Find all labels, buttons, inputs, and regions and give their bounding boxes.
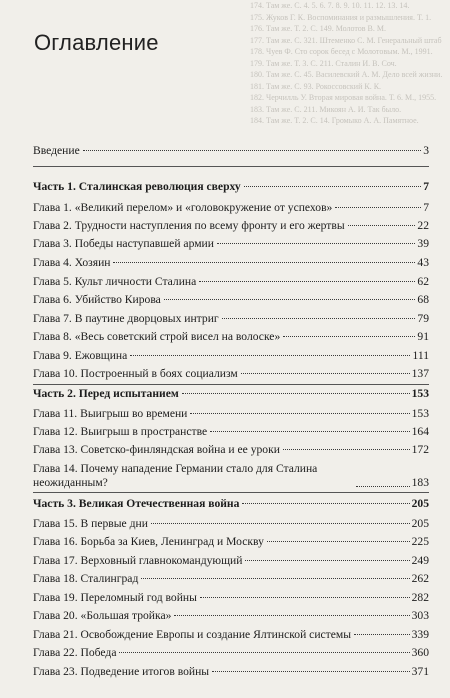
toc-entry-introduction[interactable]: [33, 144, 429, 158]
toc-entry-chapter-16[interactable]: [33, 535, 429, 549]
toc-entry-page: 205: [411, 497, 429, 510]
toc-entry-label: Глава 2. Трудности наступления по всему фронту и его жертвы: [33, 219, 345, 232]
toc-entry-page: 22: [417, 219, 429, 232]
toc-entry-page: 371: [411, 665, 429, 678]
dot-leader: [210, 431, 409, 432]
toc-entry-chapter-22[interactable]: [33, 646, 429, 660]
dot-leader: [283, 336, 415, 337]
toc-entry-part-1[interactable]: [33, 180, 429, 194]
toc-entry-label: Глава 4. Хозяин: [33, 256, 111, 269]
toc-entry-chapter-2[interactable]: [33, 219, 429, 233]
dot-leader: [267, 541, 410, 542]
toc-entry-label: Часть 2. Перед испытанием: [33, 387, 179, 400]
toc-entry-label: Глава 15. В первые дни: [33, 517, 148, 530]
toc-entry-label: Глава 13. Советско-финляндская война и ее уроки: [33, 443, 280, 456]
toc-entry-page: 153: [411, 387, 429, 400]
section-divider: [33, 384, 429, 385]
toc-entry-label: Глава 11. Выигрыш во времени: [33, 407, 188, 420]
dot-leader: [200, 597, 410, 598]
toc-entry-label: Глава 12. Выигрыш в пространстве: [33, 425, 208, 438]
toc-entry-page: 360: [411, 646, 429, 659]
dot-leader: [245, 560, 409, 561]
toc-entry-label: Глава 1. «Великий перелом» и «головокружение от успехов»: [33, 201, 333, 214]
toc-entry-page: 91: [417, 330, 429, 343]
toc-entry-label: Глава 17. Верховный главнокомандующий: [33, 554, 243, 567]
toc-entry-label: Глава 16. Борьба за Киев, Ленинград и Москву: [33, 535, 264, 548]
dot-leader: [212, 671, 410, 672]
dot-leader: [242, 503, 409, 504]
toc-entry-label: Глава 5. Культ личности Сталина: [33, 275, 197, 288]
dot-leader: [113, 262, 415, 263]
toc-entry-label: Часть 1. Сталинская революция сверху: [33, 180, 241, 193]
toc-entry-page: 183: [411, 476, 429, 489]
toc-entry-page: 7: [423, 201, 429, 214]
dot-leader: [354, 634, 410, 635]
toc-entry-page: 3: [423, 144, 429, 157]
dot-leader: [141, 578, 409, 579]
dot-leader: [190, 413, 409, 414]
toc-entry-chapter-12[interactable]: [33, 425, 429, 439]
toc-entry-label: Введение: [33, 144, 80, 157]
toc-entry-page: 39: [417, 237, 429, 250]
toc-entry-chapter-9[interactable]: [33, 349, 429, 363]
dot-leader: [199, 281, 415, 282]
dot-leader: [241, 373, 410, 374]
toc-entry-page: 111: [412, 349, 429, 362]
toc-entry-page: 68: [417, 293, 429, 306]
toc-entry-chapter-14[interactable]: [33, 462, 429, 490]
toc-entry-part-2[interactable]: [33, 387, 429, 401]
toc-entry-label: Глава 18. Сталинград: [33, 572, 139, 585]
dot-leader: [244, 186, 422, 187]
page-title: Оглавление: [34, 30, 159, 55]
dot-leader: [151, 523, 410, 524]
toc-entry-chapter-6[interactable]: [33, 293, 429, 307]
toc-entry-label: Часть 3. Великая Отечественная война: [33, 497, 240, 510]
toc-entry-page: 303: [411, 609, 429, 622]
toc-entry-chapter-17[interactable]: [33, 554, 429, 568]
dot-leader: [222, 318, 416, 319]
toc-entry-page: 62: [417, 275, 429, 288]
section-divider: [33, 492, 429, 493]
toc-entry-label: Глава 7. В паутине дворцовых интриг: [33, 312, 219, 325]
toc-entry-page: 225: [411, 535, 429, 548]
toc-entry-chapter-20[interactable]: [33, 609, 429, 623]
toc-entry-part-3[interactable]: [33, 497, 429, 511]
toc-entry-chapter-10[interactable]: [33, 367, 429, 381]
toc-entry-chapter-15[interactable]: [33, 517, 429, 531]
dot-leader: [174, 615, 409, 616]
toc-entry-chapter-18[interactable]: [33, 572, 429, 586]
toc-entry-label: Глава 10. Построенный в боях социализм: [33, 367, 238, 380]
toc-entry-chapter-21[interactable]: [33, 628, 429, 642]
dot-leader: [283, 449, 410, 450]
bleed-through-text: 174. Там же. С. 4. 5. 6. 7. 8. 9. 10. 11. 12. 13. 14. 175. Жуков Г. К. Воспоминания и размышления. Т. 1. 176. Там же. Т. 2. С. 149. Молотов В. М. 177. Там же. С. 321. Штеменко С. М. Генеральный штаб 178. Чуев Ф. Сто сорок бесед с Молотовым. М., 1991. 179. Там же. Т. 3. С. 211. Сталин И. В. Соч. 180. Там же. С. 45. Василевский А. М. Дело всей жизни. 181. Там же. С. 93. Рокоссовский К. К. 182. Черчилль У. Вторая мировая война. Т. 6. М., 1955. 183. Там же. С. 211. Микоян А. И. Так было. 184. Там же. Т. 2. С. 14. Громыко А. А. Памятное.: [250, 1, 443, 125]
toc-entry-page: 249: [411, 554, 429, 567]
toc-entry-chapter-11[interactable]: [33, 407, 429, 421]
toc-entry-chapter-5[interactable]: [33, 275, 429, 289]
toc-entry-page: 137: [411, 367, 429, 380]
toc-entry-chapter-7[interactable]: [33, 312, 429, 326]
toc-entry-label: Глава 19. Переломный год войны: [33, 591, 197, 604]
dot-leader: [335, 207, 421, 208]
toc-entry-chapter-23[interactable]: [33, 665, 429, 679]
dot-leader: [130, 355, 410, 356]
toc-entry-page: 164: [411, 425, 429, 438]
toc-entry-page: 205: [411, 517, 429, 530]
toc-entry-page: 262: [411, 572, 429, 585]
toc-entry-chapter-1[interactable]: [33, 201, 429, 215]
toc-entry-label: Глава 21. Освобождение Европы и создание Ялтинской системы: [33, 628, 352, 641]
toc-entry-label: Глава 9. Ежовщина: [33, 349, 128, 362]
toc-entry-label: Глава 20. «Большая тройка»: [33, 609, 172, 622]
toc-entry-label: Глава 14. Почему нападение Германии стало для Сталина неожиданным?: [33, 462, 318, 489]
toc-entry-chapter-19[interactable]: [33, 591, 429, 605]
toc-entry-label: Глава 8. «Весь советский строй висел на волоске»: [33, 330, 281, 343]
toc-entry-label: Глава 3. Победы наступавшей армии: [33, 237, 214, 250]
dot-leader: [182, 393, 410, 394]
dot-leader: [119, 652, 409, 653]
toc-entry-label: Глава 23. Подведение итогов войны: [33, 665, 210, 678]
toc-entry-chapter-4[interactable]: [33, 256, 429, 270]
toc-entry-label: Глава 6. Убийство Кирова: [33, 293, 161, 306]
toc-entry-page: 153: [411, 407, 429, 420]
toc-entry-page: 43: [417, 256, 429, 269]
dot-leader: [83, 150, 421, 151]
dot-leader: [164, 299, 416, 300]
toc-entry-page: 282: [411, 591, 429, 604]
toc-entry-chapter-3[interactable]: [33, 237, 429, 251]
dot-leader: [356, 486, 410, 487]
dot-leader: [217, 243, 415, 244]
toc-entry-page: 7: [423, 180, 429, 193]
toc-entry-chapter-13[interactable]: [33, 443, 429, 457]
section-divider: [33, 166, 429, 167]
toc-entry-page: 172: [411, 443, 429, 456]
toc-entry-page: 79: [417, 312, 429, 325]
toc-entry-label: Глава 22. Победа: [33, 646, 117, 659]
toc-entry-chapter-8[interactable]: [33, 330, 429, 344]
toc-entry-page: 339: [411, 628, 429, 641]
dot-leader: [348, 225, 416, 226]
